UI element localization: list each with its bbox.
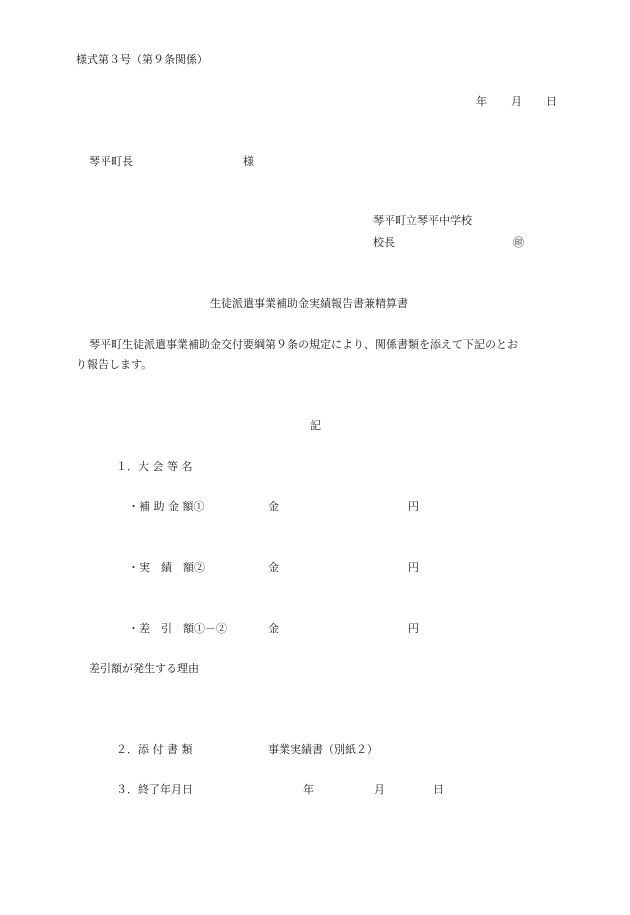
addressee-name: 琴平町長 bbox=[89, 155, 133, 168]
addressee-honorific: 様 bbox=[243, 155, 254, 168]
sender-school: 琴平町立琴平中学校 bbox=[373, 214, 472, 227]
item-difference-label: ・差 引 額①－② bbox=[128, 622, 227, 635]
item-subsidy-yen: 円 bbox=[408, 500, 419, 513]
item-actual-label: ・実 績 額② bbox=[128, 561, 205, 574]
section1-label: １．大 会 等 名 bbox=[116, 460, 193, 473]
reason-label: 差引額が発生する理由 bbox=[89, 662, 199, 675]
sender-title: 校長 bbox=[373, 236, 395, 249]
item-difference-yen: 円 bbox=[408, 622, 419, 635]
section3-label: ３．終了年月日 bbox=[116, 783, 193, 796]
body-text-line2: り報告します。 bbox=[76, 358, 153, 371]
section3-year-label: 年 bbox=[303, 783, 314, 796]
section2-value: 事業実績書（別紙２） bbox=[268, 743, 378, 756]
document-title: 生徒派遣事業補助金実績報告書兼精算書 bbox=[210, 297, 408, 310]
item-subsidy-kin: 金 bbox=[268, 500, 279, 513]
item-actual-kin: 金 bbox=[268, 561, 279, 574]
body-text-line1: 琴平町生徒派遣事業補助金交付要綱第９条の規定により、関係書類を添えて下記のとお bbox=[89, 338, 518, 351]
section2-label: ２．添 付 書 類 bbox=[116, 743, 193, 756]
section3-day-label: 日 bbox=[433, 783, 444, 796]
ki-heading: 記 bbox=[310, 419, 321, 432]
form-number: 様式第３号（第９条関係） bbox=[76, 53, 208, 66]
item-subsidy-label: ・補 助 金 額① bbox=[128, 500, 205, 513]
item-difference-kin: 金 bbox=[268, 622, 279, 635]
seal-mark: ㊞ bbox=[513, 236, 524, 249]
date-month-label: 月 bbox=[511, 95, 522, 108]
section3-month-label: 月 bbox=[374, 783, 385, 796]
date-year-label: 年 bbox=[476, 95, 487, 108]
date-day-label: 日 bbox=[546, 95, 557, 108]
item-actual-yen: 円 bbox=[408, 561, 419, 574]
